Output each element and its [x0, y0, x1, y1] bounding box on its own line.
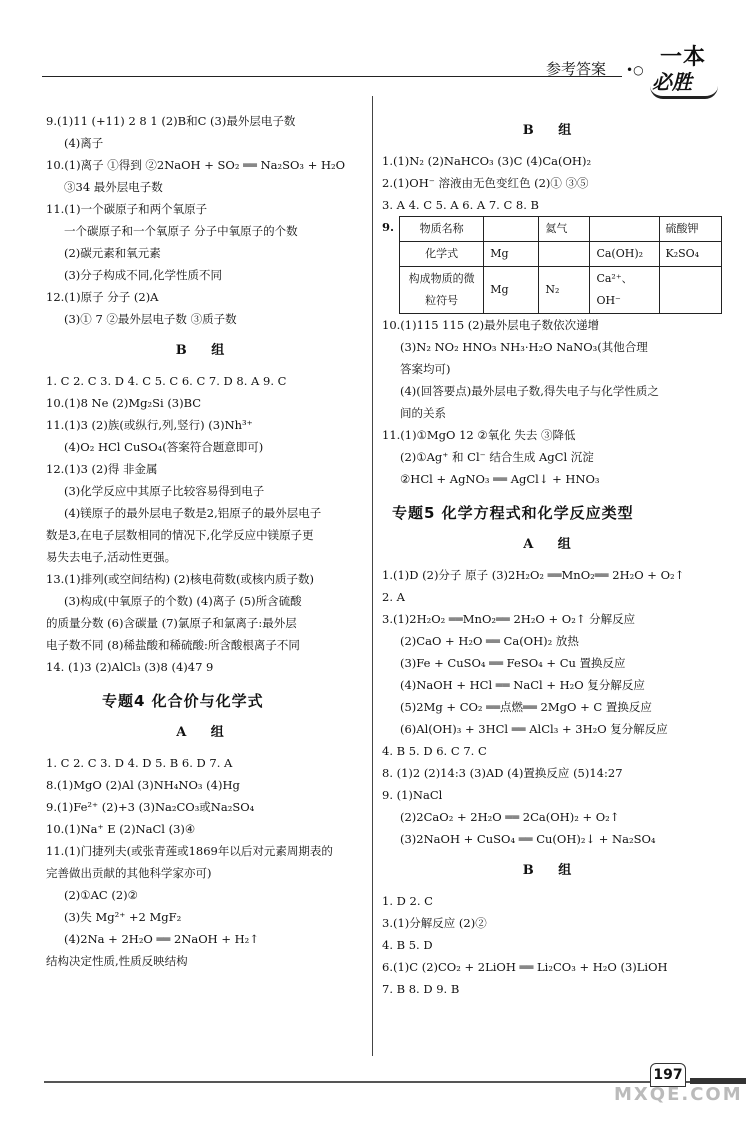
- answer-line: 数是3,在电子层数相同的情况下,化学反应中镁原子更: [46, 528, 314, 542]
- answer-line: 11.(1)门捷列夫(或张青莲或1869年以后对元素周期表的: [46, 844, 333, 858]
- table-cell: 化学式: [400, 242, 484, 267]
- group-heading-b: B 组: [522, 123, 582, 138]
- group-heading-a: A 组: [523, 537, 581, 552]
- answer-line: 11.(1)一个碳原子和两个氧原子: [46, 202, 208, 216]
- answer-line: 易失去电子,活动性更强。: [46, 550, 177, 564]
- header-dots: •○: [626, 63, 644, 77]
- group-heading-b: B 组: [522, 863, 582, 878]
- answer-line: (3)构成(中氧原子的个数) (4)离子 (5)所含硫酸: [64, 594, 302, 608]
- brand-logo: [650, 40, 720, 98]
- answer-line: (4)(回答要点)最外层电子数,得失电子与化学性质之: [400, 384, 659, 398]
- answer-line: (3)2NaOH + CuSO₄ ══ Cu(OH)₂↓ + Na₂SO₄: [400, 832, 656, 846]
- table-cell: [659, 267, 722, 314]
- answer-line: ③34 最外层电子数: [64, 180, 163, 194]
- logo-top: 一本: [660, 45, 707, 70]
- table-cell: [539, 242, 590, 267]
- table-cell: K₂SO₄: [659, 242, 722, 267]
- answer-line: (2)①Ag⁺ 和 Cl⁻ 结合生成 AgCl 沉淀: [400, 450, 594, 464]
- answer-line: 13.(1)排列(或空间结构) (2)核电荷数(或核内质子数): [46, 572, 314, 586]
- answer-line: (2)2CaO₂ + 2H₂O ══ 2Ca(OH)₂ + O₂↑: [400, 810, 620, 824]
- answer-line: ②HCl + AgNO₃ ══ AgCl↓ + HNO₃: [400, 472, 600, 486]
- group-heading-b: B 组: [175, 343, 235, 358]
- answer-line: 1. D 2. C: [382, 894, 433, 908]
- group-heading-a: A 组: [176, 725, 234, 740]
- answer-line: (5)2Mg + CO₂ ══点燃══ 2MgO + C 置换反应: [400, 700, 652, 714]
- answer-line: 3. A 4. C 5. A 6. A 7. C 8. B: [382, 198, 540, 212]
- answer-line: 3.(1)分解反应 (2)②: [382, 916, 487, 930]
- topic-heading: 专题4 化合价与化学式: [102, 692, 264, 710]
- table-cell: Mg: [484, 242, 539, 267]
- answer-line: (4)NaOH + HCl ══ NaCl + H₂O 复分解反应: [400, 678, 645, 692]
- answer-line: 10.(1)115 115 (2)最外层电子数依次递增: [382, 318, 600, 332]
- table-cell: 物质名称: [400, 217, 484, 242]
- answer-line: 2. A: [382, 590, 405, 604]
- answer-line: (3)Fe + CuSO₄ ══ FeSO₄ + Cu 置换反应: [400, 656, 626, 670]
- answer-line: 1.(1)N₂ (2)NaHCO₃ (3)C (4)Ca(OH)₂: [382, 154, 592, 168]
- answer-line: 11.(1)①MgO 12 ②氧化 失去 ③降低: [382, 428, 576, 442]
- material-table: [399, 216, 722, 314]
- table-row: [400, 267, 722, 314]
- answer-line: 8.(1)MgO (2)Al (3)NH₄NO₃ (4)Hg: [46, 778, 240, 792]
- answer-line: (2)CaO + H₂O ══ Ca(OH)₂ 放热: [400, 634, 579, 648]
- answer-line: 14. (1)3 (2)AlCl₃ (3)8 (4)47 9: [46, 660, 214, 674]
- table-row: [400, 242, 722, 267]
- answer-line: 答案均可): [400, 362, 451, 376]
- table-cell: 硫酸钾: [659, 217, 722, 242]
- answer-line: (3)N₂ NO₂ HNO₃ NH₃·H₂O NaNO₃(其他合理: [400, 340, 648, 354]
- answer-line: 4. B 5. D: [382, 938, 433, 952]
- answer-line: 6.(1)C (2)CO₂ + 2LiOH ══ Li₂CO₃ + H₂O (3)LiOH: [382, 960, 668, 974]
- answer-line: (2)①AC (2)②: [64, 888, 138, 902]
- answer-line: (3)分子构成不同,化学性质不同: [64, 268, 222, 282]
- answer-line: 1. C 2. C 3. D 4. D 5. B 6. D 7. A: [46, 756, 233, 770]
- answer-line: 间的关系: [400, 406, 446, 420]
- question-number: 9.: [382, 220, 395, 234]
- logo-bottom: 必胜: [652, 70, 692, 94]
- footer-rule: [44, 1081, 744, 1083]
- table-cell: Ca(OH)₂: [590, 242, 659, 267]
- answer-line: 10.(1)Na⁺ E (2)NaCl (3)④: [46, 822, 196, 836]
- answer-line: 8. (1)2 (2)14:3 (3)AD (4)置换反应 (5)14:27: [382, 766, 623, 780]
- header-rule: [42, 76, 622, 77]
- answer-line: 结构决定性质,性质反映结构: [46, 954, 188, 968]
- page-number: 197: [650, 1063, 686, 1087]
- table-cell: Ca²⁺、OH⁻: [590, 267, 659, 314]
- answer-line: (4)离子: [64, 136, 104, 150]
- answer-line: (3)化学反应中其原子比较容易得到电子: [64, 484, 265, 498]
- answer-line: 1.(1)D (2)分子 原子 (3)2H₂O₂ ══MnO₂══ 2H₂O + O₂↑: [382, 568, 685, 582]
- header-title: 参考答案: [546, 60, 607, 78]
- answer-line: (4)镁原子的最外层电子数是2,铝原子的最外层电子: [64, 506, 322, 520]
- column-divider: [372, 96, 373, 1056]
- table-cell: 构成物质的微粒符号: [400, 267, 484, 314]
- table-cell: [484, 217, 539, 242]
- table-row: [400, 217, 722, 242]
- answer-line: 2.(1)OH⁻ 溶液由无色变红色 (2)① ③⑤: [382, 176, 589, 190]
- answer-line: (6)Al(OH)₃ + 3HCl ══ AlCl₃ + 3H₂O 复分解反应: [400, 722, 668, 736]
- answer-line: 一个碳原子和一个氧原子 分子中氧原子的个数: [64, 224, 298, 238]
- logo-swoosh: [650, 86, 718, 99]
- answer-line: 9.(1)11 (+11) 2 8 1 (2)B和C (3)最外层电子数: [46, 114, 296, 128]
- answer-line: (2)碳元素和氧元素: [64, 246, 161, 260]
- answer-line: 的质量分数 (6)含碳量 (7)氯原子和氯离子:最外层: [46, 616, 297, 630]
- answer-line: (3)失 Mg²⁺ +2 MgF₂: [64, 910, 182, 924]
- table-cell: [590, 217, 659, 242]
- answer-line: 9.(1)Fe²⁺ (2)+3 (3)Na₂CO₃或Na₂SO₄: [46, 800, 255, 814]
- answer-line: 9. (1)NaCl: [382, 788, 443, 802]
- answer-line: 完善做出贡献的其他科学家亦可): [46, 866, 212, 880]
- answer-line: 电子数不同 (8)稀盐酸和稀硫酸:所含酸根离子不同: [46, 638, 300, 652]
- right-column: [382, 110, 722, 1000]
- answer-line: 10.(1)8 Ne (2)Mg₂Si (3)BC: [46, 396, 202, 410]
- answer-line: 7. B 8. D 9. B: [382, 982, 460, 996]
- table-cell: N₂: [539, 267, 590, 314]
- answer-line: 1. C 2. C 3. D 4. C 5. C 6. C 7. D 8. A 9. C: [46, 374, 287, 388]
- answer-line: 4. B 5. D 6. C 7. C: [382, 744, 487, 758]
- table-cell: Mg: [484, 267, 539, 314]
- answer-line: 12.(1)3 (2)得 非金属: [46, 462, 158, 476]
- answer-line: 3.(1)2H₂O₂ ══MnO₂══ 2H₂O + O₂↑ 分解反应: [382, 612, 636, 626]
- answer-line: 10.(1)离子 ①得到 ②2NaOH + SO₂ ══ Na₂SO₃ + H₂O: [46, 158, 346, 172]
- question-9-table-row: [382, 216, 722, 314]
- table-cell: 氦气: [539, 217, 590, 242]
- topic-heading: 专题5 化学方程式和化学反应类型: [392, 504, 634, 522]
- answer-line: (4)O₂ HCl CuSO₄(答案符合题意即可): [64, 440, 264, 454]
- answer-line: 11.(1)3 (2)族(或纵行,列,竖行) (3)Nh³⁺: [46, 418, 253, 432]
- answer-line: 12.(1)原子 分子 (2)A: [46, 290, 159, 304]
- answer-line: (3)① 7 ②最外层电子数 ③质子数: [64, 312, 237, 326]
- left-column: [46, 110, 364, 972]
- answer-line: (4)2Na + 2H₂O ══ 2NaOH + H₂↑: [64, 932, 259, 946]
- watermark: MXQE.COM: [614, 1084, 743, 1105]
